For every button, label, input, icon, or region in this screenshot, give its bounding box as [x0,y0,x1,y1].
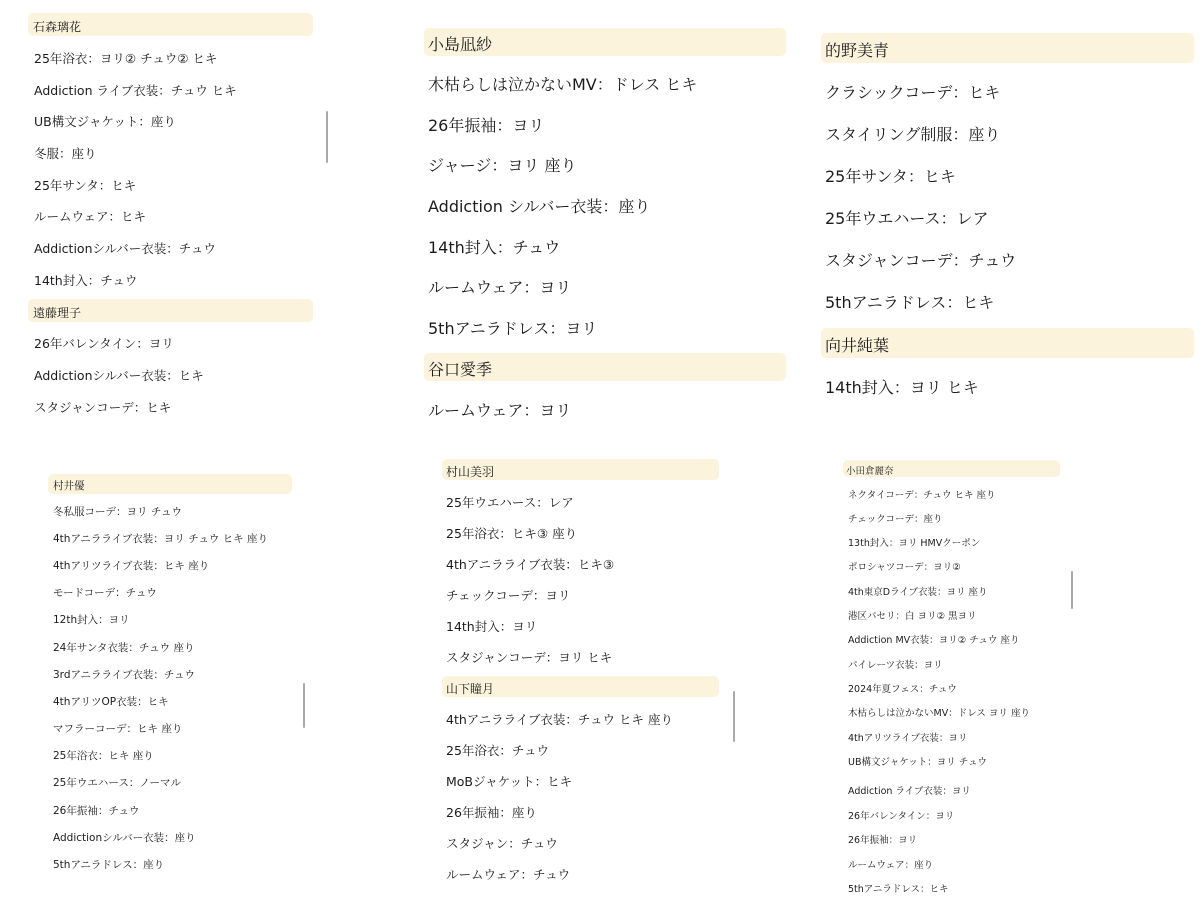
list-item: ルームウェア：チュウ [446,867,571,882]
list-item: スタジャン：チュウ [446,836,558,851]
list-item: ポロシャツコーデ：ヨリ② [848,562,961,573]
list-item: 4thアリツOP衣装：ヒキ [53,696,169,708]
list-item: スタジャンコーデ：チュウ [825,251,1017,270]
scrollbar-d[interactable] [303,683,305,728]
list-item: 5thアニラドレス：ヨリ [428,319,598,338]
member-panel-a [28,13,313,428]
list-item: ルームウェア：ヨリ [428,278,572,297]
list-item: 冬服：座り [34,146,97,161]
list-item: 25年ウエハース：レア [825,209,989,228]
list-item: 14th封入：ヨリ ヒキ [825,378,979,397]
list-item: 5thアニラドレス：ヒキ [848,884,949,895]
list-item: 4thアニラライブ衣装：ヒキ③ [446,557,615,572]
list-item: 25年サンタ：ヒキ [34,178,137,193]
list-item: 25年サンタ：ヒキ [825,167,956,186]
list-item: 25年浴衣：ヨリ② チュウ② ヒキ [34,51,218,66]
member-header-odakura: 小田倉麗奈 [843,460,1060,477]
list-item: Addictionシルバー衣装：座り [53,832,196,844]
list-item: ルームウェア：座り [848,860,934,871]
list-item: MoBジャケット：ヒキ [446,774,573,789]
list-item: 26年振袖：ヨリ [428,116,545,135]
list-item: Addictionシルバー衣装：ヒキ [34,368,204,383]
list-item: 14th封入：チュウ [428,238,561,257]
list-item: 26年バレンタイン：ヨリ [34,336,174,351]
list-item: パイレーツ衣装：ヨリ [848,660,943,671]
list-item: 4thアリツライブ衣装：ヨリ [848,733,968,744]
list-item: スタイリング制服：座り [825,125,1001,144]
list-item: クラシックコーデ：ヒキ [825,83,1001,102]
member-panel-d [48,474,292,874]
list-item: 14th封入：ヨリ [446,619,538,634]
list-item: 25年ウエハース：レア [446,495,574,510]
scrollbar-e[interactable] [733,691,735,742]
list-item: Addiction MV衣装：ヨリ② チュウ 座り [848,635,1020,646]
list-item: 4thアニラライブ衣装：ヨリ チュウ ヒキ 座り [53,533,268,545]
list-item: 25年浴衣：ヒキ 座り [53,750,154,762]
list-item: 3rdアニラライブ衣装：チュウ [53,669,196,681]
member-header-murayama: 村山美羽 [442,459,719,480]
member-header-mukai: 向井純葉 [821,328,1194,358]
member-header-matono: 的野美青 [821,33,1194,63]
member-panel-f [843,460,1060,898]
list-item: 26年バレンタイン：ヨリ [848,811,955,822]
list-item: 13th封入：ヨリ HMVクーポン [848,538,981,549]
list-item: ルームウェア：ヨリ [428,401,572,420]
member-panel-b [424,28,786,428]
scrollbar-a[interactable] [326,111,328,163]
list-item: ネクタイコーデ：チュウ ヒキ 座り [848,490,996,501]
list-item: 5thアニラドレス：ヒキ [825,293,995,312]
list-item: 12th封入：ヨリ [53,614,130,626]
list-item: 24年サンタ衣装：チュウ 座り [53,642,195,654]
member-panel-c [821,33,1194,403]
list-item: Addiction ライブ衣装：ヨリ [848,786,971,797]
list-item: Addiction ライブ衣装：チュウ ヒキ [34,83,237,98]
list-item: 26年振袖：座り [446,805,537,820]
list-item: UB構文ジャケット：座り [34,114,176,129]
list-item: スタジャンコーデ：ヨリ ヒキ [446,650,613,665]
list-item: 4thアニラライブ衣装：チュウ ヒキ 座り [446,712,673,727]
list-item: 26年振袖：チュウ [53,805,140,817]
list-item: スタジャンコーデ：ヒキ [34,400,172,415]
list-item: チェックコーデ：座り [848,514,943,525]
scrollbar-f[interactable] [1071,571,1073,609]
list-item: 2024年夏フェス：チュウ [848,684,957,695]
list-item: 木枯らしは泣かないMV：ドレス ヨリ 座り [848,708,1030,719]
list-item: Addictionシルバー衣装：チュウ [34,241,216,256]
member-header-yamashita: 山下瞳月 [442,676,719,697]
list-item: 港区パセリ：白 ヨリ② 黒ヨリ [848,611,977,622]
list-item: 14th封入：チュウ [34,273,138,288]
list-item: 25年ウエハース：ノーマル [53,777,182,789]
list-item: 26年振袖：ヨリ [848,835,918,846]
member-panel-e [442,459,719,889]
list-item: チェックコーデ：ヨリ [446,588,571,603]
list-item: 冬私服コーデ：ヨリ チュウ [53,506,183,518]
member-header-endo: 遠藤理子 [28,299,313,322]
member-header-taniguchi: 谷口愛季 [424,353,786,381]
list-item: 25年浴衣：ヒキ③ 座り [446,526,578,541]
list-item: 木枯らしは泣かないMV：ドレス ヒキ [428,75,698,94]
list-item: 25年浴衣：チュウ [446,743,550,758]
list-item: マフラーコーデ：ヒキ 座り [53,723,183,735]
list-item: 4thアリツライブ衣装：ヒキ 座り [53,560,210,572]
member-header-murai: 村井優 [48,474,292,494]
member-header-ishimori: 石森璃花 [28,13,313,36]
member-header-kojima: 小島凪紗 [424,28,786,56]
list-item: 5thアニラドレス：座り [53,859,165,871]
list-item: ルームウェア：ヒキ [34,209,147,224]
list-item: 4th東京Dライブ衣装：ヨリ 座り [848,587,988,598]
list-item: ジャージ：ヨリ 座り [428,156,577,175]
list-item: モードコーデ：チュウ [53,587,157,599]
list-item: UB構文ジャケット：ヨリ チュウ [848,757,988,768]
list-item: Addiction シルバー衣装：座り [428,197,651,216]
